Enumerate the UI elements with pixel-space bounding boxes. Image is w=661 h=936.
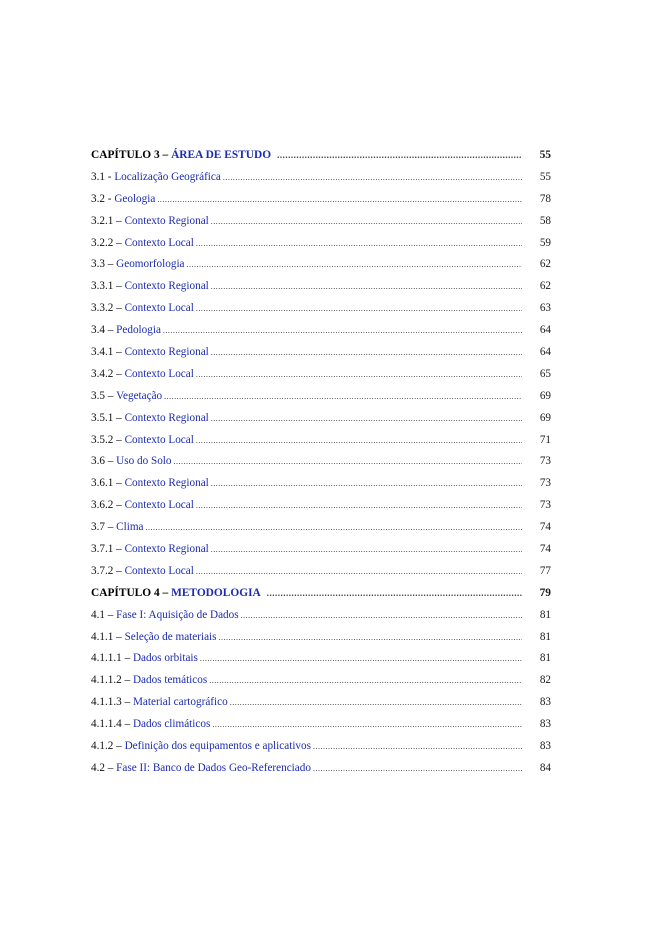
toc-page-number: 64 [539,346,551,359]
toc-entry-number: 3.6 – [91,455,114,468]
dot-leader [196,495,522,517]
toc-entry-title[interactable]: Contexto Local [124,367,194,380]
dot-leader [196,298,522,320]
toc-entry[interactable] [91,670,551,692]
toc-page-number: 73 [539,499,551,512]
toc-entry-number: 3.4.2 – [91,367,122,380]
toc-entry-number: 3.6.1 – [91,477,122,490]
toc-page-number: 64 [539,324,551,337]
toc-entry-title[interactable]: Contexto Regional [124,346,209,359]
toc-entry-title[interactable]: Dados climáticos [132,718,211,731]
dot-leader [196,364,522,386]
toc-entry-number: 3.4 – [91,324,114,337]
dot-leader [196,233,522,255]
toc-page-number: 73 [539,455,551,468]
toc-entry[interactable] [91,189,551,211]
toc-entry-title[interactable]: Fase I: Aquisição de Dados [116,608,239,621]
dot-leader [211,276,522,298]
toc-page-number: 55 [539,170,551,183]
toc-page-number: 82 [539,674,551,687]
toc-entry[interactable] [91,320,551,342]
dot-leader [174,451,523,473]
toc-entry[interactable] [91,517,551,539]
toc-page-number: 65 [539,367,551,380]
toc-entry[interactable] [91,342,551,364]
toc-entry[interactable] [91,758,551,780]
dot-leader [211,408,522,430]
toc-entry[interactable] [91,736,551,758]
toc-page-number: 74 [539,521,551,534]
toc-entry[interactable] [91,167,551,189]
dot-leader [187,254,522,276]
toc-page-number: 83 [539,740,551,753]
toc-page-number: 81 [539,652,551,665]
toc-entry-number: 3.2.2 – [91,236,122,249]
toc-entry-title[interactable]: Contexto Regional [124,280,209,293]
dot-leader [196,561,522,583]
toc-entry-number: 3.4.1 – [91,346,122,359]
toc-entry-title[interactable]: Contexto Regional [124,411,209,424]
dot-leader [313,758,522,780]
toc-chapter-entry[interactable] [91,145,551,167]
toc-entry[interactable] [91,298,551,320]
toc-entry[interactable] [91,714,551,736]
dot-leader [223,167,522,189]
dot-leader [241,605,522,627]
toc-entry-number: 4.2 – [91,761,114,774]
toc-page-number: 69 [539,411,551,424]
toc-entry-number: 4.1 – [91,608,114,621]
toc-entry-title[interactable]: Material cartográfico [132,696,228,709]
dot-leader [211,211,522,233]
toc-entry[interactable] [91,648,551,670]
toc-entry-title[interactable]: Clima [116,521,144,534]
toc-page-number: 83 [539,696,551,709]
toc-entry-number: 3.3.1 – [91,280,122,293]
toc-page-number: 62 [539,280,551,293]
toc-page-number: 59 [539,236,551,249]
toc-page-number: 77 [539,564,551,577]
toc-entry-title[interactable]: Contexto Local [124,433,194,446]
toc-entry-title[interactable]: Contexto Regional [124,543,209,556]
toc-page-number: 79 [539,586,551,599]
toc-entry-title[interactable]: Pedologia [116,324,161,337]
toc-entry-number: 3.6.2 – [91,499,122,512]
toc-entry-title[interactable]: Contexto Local [124,499,194,512]
toc-page-number: 84 [539,761,551,774]
dot-leader [230,692,522,714]
toc-entry-title[interactable]: Uso do Solo [116,455,172,468]
toc-page-number: 62 [539,258,551,271]
toc-entry[interactable] [91,539,551,561]
dot-leader [163,320,522,342]
toc-entry-title[interactable]: Dados temáticos [132,674,208,687]
toc-entry-number: 3.2 - [91,192,112,205]
toc-entry-title[interactable]: Contexto Local [124,564,194,577]
toc-entry[interactable] [91,254,551,276]
toc-entry-number: 3.5.1 – [91,411,122,424]
toc-entry-number: 3.3 – [91,258,114,271]
toc-entry-number: 3.5.2 – [91,433,122,446]
toc-entry[interactable] [91,408,551,430]
toc-entry-title[interactable]: Contexto Local [124,302,194,315]
toc-entry-title[interactable]: METODOLOGIA [171,586,261,599]
dot-leader [267,583,522,605]
toc-entry-number: 4.1.1.1 – [91,652,131,665]
toc-entry-number: 3.2.1 – [91,214,122,227]
dot-leader [212,714,522,736]
toc-page-number: 69 [539,389,551,402]
toc-page-number: 81 [539,608,551,621]
toc-entry-number: 4.1.1.2 – [91,674,131,687]
dot-leader [313,736,522,758]
toc-entry-number: 4.1.1.3 – [91,696,131,709]
toc-entry-title[interactable]: Contexto Regional [124,477,209,490]
toc-entry-number: 3.5 – [91,389,114,402]
dot-leader [209,670,522,692]
toc-page-number: 71 [539,433,551,446]
table-of-contents [91,145,551,780]
toc-entry[interactable] [91,211,551,233]
toc-entry-title[interactable]: Vegetação [116,389,163,402]
toc-entry[interactable] [91,233,551,255]
dot-leader [211,342,522,364]
toc-page-number: 63 [539,302,551,315]
toc-entry-title[interactable]: Contexto Local [124,236,194,249]
toc-entry-title[interactable]: Geologia [114,192,156,205]
toc-page-number: 83 [539,718,551,731]
toc-entry-number: CAPÍTULO 4 – [91,586,169,599]
toc-entry-title[interactable]: Contexto Regional [124,214,209,227]
toc-page-number: 78 [539,192,551,205]
toc-entry[interactable] [91,605,551,627]
toc-entry-number: CAPÍTULO 3 – [91,149,169,161]
toc-page-number: 81 [539,630,551,643]
toc-chapter-entry[interactable] [91,583,551,605]
toc-entry-number: 3.7.1 – [91,543,122,556]
toc-entry-number: 4.1.1 – [91,630,122,643]
toc-entry-number: 4.1.2 – [91,740,122,753]
toc-entry-title[interactable]: Geomorfologia [116,258,185,271]
toc-entry-title[interactable]: Definição dos equipamentos e aplicativos [124,740,311,753]
toc-entry-number: 3.1 - [91,170,112,183]
toc-page-number: 74 [539,543,551,556]
toc-entry-title[interactable]: Dados orbitais [132,652,198,665]
toc-entry-title[interactable]: Fase II: Banco de Dados Geo-Referenciado [116,761,311,774]
toc-entry[interactable] [91,692,551,714]
toc-entry[interactable] [91,495,551,517]
toc-page-number: 58 [539,214,551,227]
toc-entry-title[interactable]: Seleção de materiais [124,630,217,643]
dot-leader [211,473,522,495]
toc-page-number: 73 [539,477,551,490]
toc-entry[interactable] [91,386,551,408]
toc-entry[interactable] [91,364,551,386]
dot-leader [200,648,522,670]
dot-leader [157,189,522,211]
dot-leader [219,627,522,649]
toc-entry-number: 3.7.2 – [91,564,122,577]
dot-leader [211,539,522,561]
toc-entry[interactable] [91,561,551,583]
toc-entry[interactable] [91,276,551,298]
toc-entry[interactable] [91,627,551,649]
toc-entry[interactable] [91,451,551,473]
toc-entry-title[interactable]: ÁREA DE ESTUDO [171,149,272,161]
toc-entry-number: 3.3.2 – [91,302,122,315]
toc-entry[interactable] [91,473,551,495]
toc-entry-number: 3.7 – [91,521,114,534]
toc-page-number: 55 [539,149,551,161]
dot-leader [146,517,522,539]
dot-leader [164,386,522,408]
toc-entry[interactable] [91,430,551,452]
dot-leader [277,145,522,167]
toc-entry-number: 4.1.1.4 – [91,718,131,731]
dot-leader [196,430,522,452]
toc-entry-title[interactable]: Localização Geográfica [114,170,221,183]
